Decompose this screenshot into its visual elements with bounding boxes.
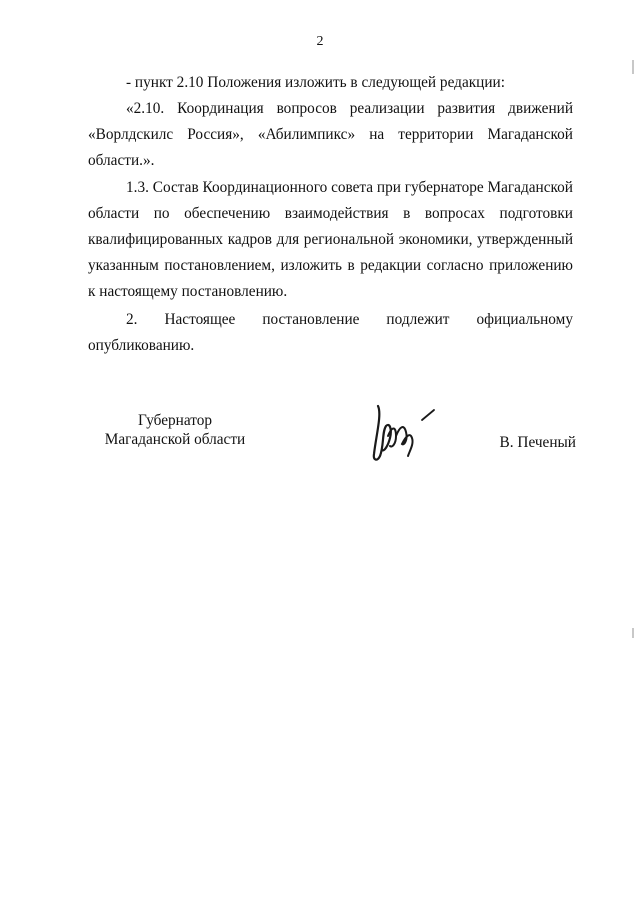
handwritten-signature [360, 396, 450, 466]
signatory-title-line-2: Магаданской области [104, 431, 246, 448]
signatory-title [84, 411, 266, 449]
paragraph-amendment-intro: - пункт 2.10 Положения изложить в следующей редакции: [126, 74, 505, 91]
paragraph-publication: 2. Настоящее постановление подлежит официальному опубликованию. [88, 311, 573, 354]
paragraph-amendment-text: «2.10. Координация вопросов реализации развития движений «Ворлдскилс Россия», «Абилимпикс» на территории Магаданской области.». [88, 100, 573, 169]
scan-edge-mark [632, 60, 634, 74]
page-number: 2 [316, 34, 324, 49]
scan-edge-mark [632, 628, 634, 638]
signatory-title-line-1: Губернатор [137, 412, 213, 429]
signatory-name: В. Печеный [499, 434, 576, 451]
paragraph-council-composition: 1.3. Состав Координационного совета при губернаторе Магаданской области по обеспечению взаимодействия в вопросах подготовки квалифицированных кадров для региональной экономики, утвержденный указанным постановлением, изложить в редакции согласно приложению к настоящему постановлению. [88, 179, 573, 300]
